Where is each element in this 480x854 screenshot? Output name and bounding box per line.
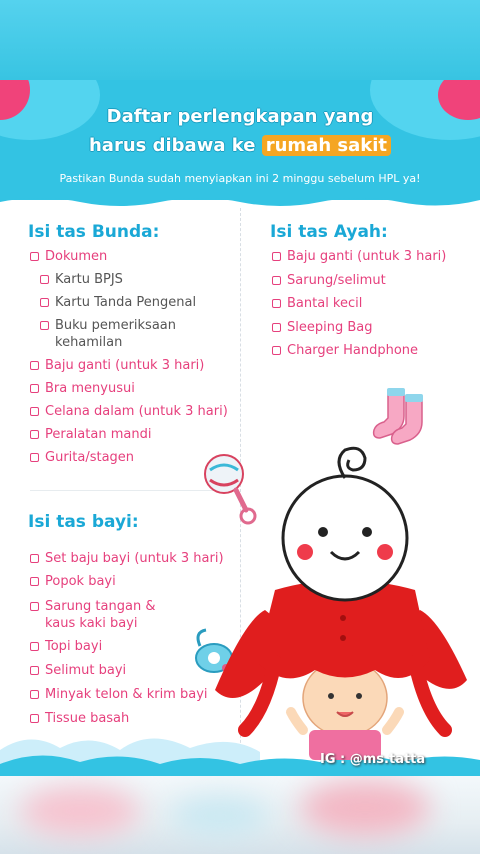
list-item[interactable]	[30, 550, 230, 573]
list-item[interactable]	[30, 317, 236, 357]
item-label: Gurita/stagen	[45, 450, 135, 465]
checkbox[interactable]	[30, 642, 39, 651]
list-item[interactable]	[30, 380, 236, 403]
checkbox[interactable]	[30, 384, 39, 393]
item-label: Selimut bayi	[45, 663, 127, 678]
checkbox[interactable]	[30, 430, 39, 439]
checkbox[interactable]	[272, 346, 281, 355]
item-label: Kartu Tanda Pengenal	[55, 295, 197, 310]
item-label: Baju ganti (untuk 3 hari)	[45, 358, 205, 373]
section-title-bayi: Isi tas bayi:	[28, 512, 139, 532]
list-item[interactable]	[272, 248, 472, 272]
list-item[interactable]	[272, 319, 472, 343]
item-label: Minyak telon & krim bayi	[45, 687, 208, 702]
checkbox[interactable]	[272, 299, 281, 308]
checkbox[interactable]	[30, 577, 39, 586]
page-title	[0, 102, 480, 160]
checkbox[interactable]	[30, 252, 39, 261]
item-label: Bantal kecil	[287, 296, 363, 311]
checkbox[interactable]	[30, 361, 39, 370]
title-line-2	[0, 131, 480, 160]
list-item[interactable]	[30, 357, 236, 380]
checkbox[interactable]	[272, 276, 281, 285]
title-highlight: rumah sakit	[262, 135, 391, 156]
item-label: Charger Handphone	[287, 343, 419, 358]
item-label: Topi bayi	[45, 639, 103, 654]
list-item[interactable]	[272, 295, 472, 319]
instagram-watermark: IG : @ms.tatta	[320, 752, 426, 767]
list-item[interactable]	[30, 403, 236, 426]
item-label: Baju ganti (untuk 3 hari)	[287, 249, 447, 264]
item-label: Buku pemeriksaan kehamilan	[55, 318, 176, 350]
item-label: Celana dalam (untuk 3 hari)	[45, 404, 228, 419]
title-line-2-text: harus dibawa ke	[88, 135, 262, 156]
item-label: Set baju bayi (untuk 3 hari)	[45, 551, 224, 566]
list-item[interactable]	[30, 686, 230, 710]
item-label: Bra menyusui	[45, 381, 135, 396]
section-title-bunda: Isi tas Bunda:	[28, 222, 160, 242]
checkbox[interactable]	[30, 554, 39, 563]
item-label: Kartu BPJS	[55, 272, 123, 287]
list-item[interactable]	[30, 248, 236, 271]
checkbox[interactable]	[40, 298, 49, 307]
checkbox[interactable]	[30, 666, 39, 675]
checkbox[interactable]	[30, 453, 39, 462]
top-background	[0, 0, 480, 80]
item-label: Sarung tangan & kaus kaki bayi	[45, 599, 156, 631]
checkbox[interactable]	[272, 252, 281, 261]
item-label: Dokumen	[45, 249, 108, 264]
list-item[interactable]	[30, 294, 236, 317]
baby-character-illustration	[205, 430, 480, 760]
ayah-list	[272, 248, 472, 366]
item-label: Tissue basah	[45, 711, 130, 726]
checkbox[interactable]	[30, 690, 39, 699]
page-subtitle: Pastikan Bunda sudah menyiapkan ini 2 minggu sebelum HPL ya!	[59, 172, 421, 185]
list-item[interactable]	[30, 573, 230, 598]
bottom-background	[0, 776, 480, 854]
header-banner	[0, 80, 480, 200]
list-item[interactable]	[272, 272, 472, 296]
checkbox[interactable]	[30, 407, 39, 416]
checkbox[interactable]	[40, 321, 49, 330]
item-label: Peralatan mandi	[45, 427, 152, 442]
item-label: Popok bayi	[45, 574, 116, 589]
item-label: Sleeping Bag	[287, 319, 373, 335]
title-line-1: Daftar perlengkapan yang	[106, 106, 374, 127]
checkbox[interactable]	[30, 602, 39, 611]
checkbox[interactable]	[40, 275, 49, 284]
item-label: Sarung/selimut	[287, 272, 386, 288]
checklist-card	[0, 80, 480, 776]
list-item[interactable]	[272, 342, 472, 366]
section-title-ayah: Isi tas Ayah:	[270, 222, 388, 242]
list-item[interactable]	[30, 271, 236, 294]
checkbox[interactable]	[272, 323, 281, 332]
